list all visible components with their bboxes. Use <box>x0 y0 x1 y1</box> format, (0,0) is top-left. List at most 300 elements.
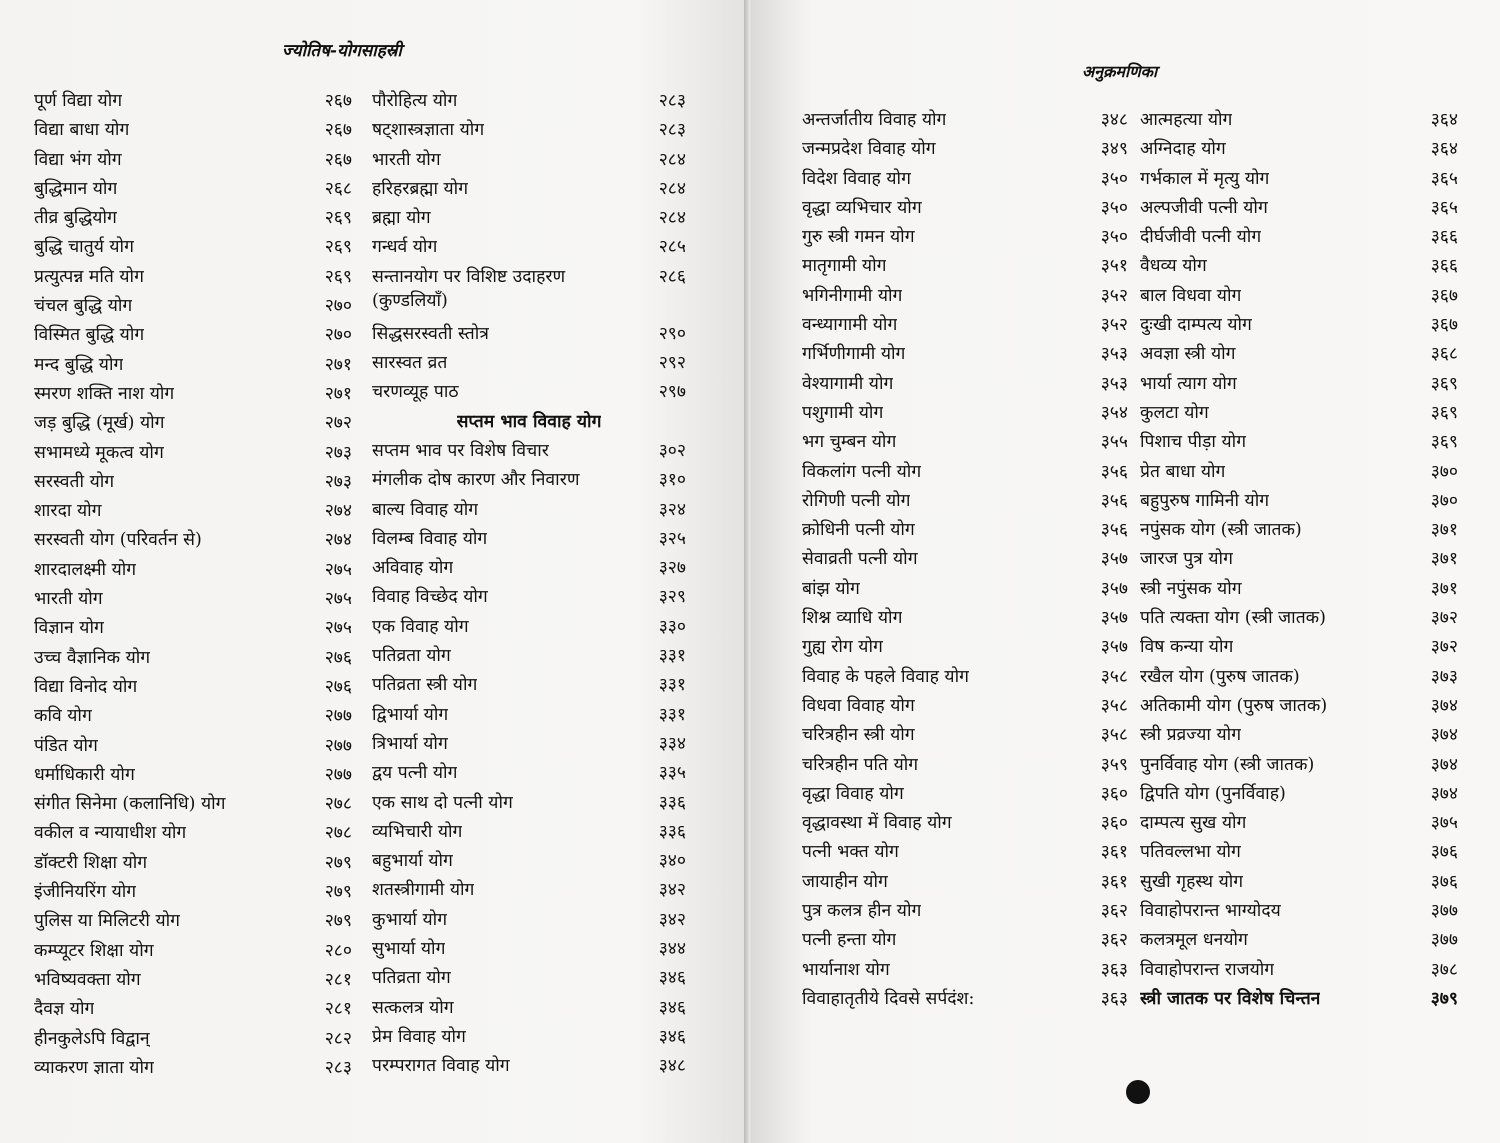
entry-title: इंजीनियरिंग योग <box>34 882 137 903</box>
entry-title: बाल विधवा योग <box>1140 285 1242 306</box>
toc-entry <box>34 1026 352 1055</box>
toc-entry <box>802 400 1128 429</box>
toc-entry <box>34 557 352 586</box>
page-number: ३६७ <box>1430 315 1458 336</box>
entry-title: पति त्यक्ता योग (स्त्री जातक) <box>1140 608 1326 629</box>
entry-title: चरित्रहीन पति योग <box>802 754 919 775</box>
toc-entry <box>372 790 686 819</box>
page-number: ३५७ <box>1100 637 1128 658</box>
page-number: ३४६ <box>658 968 686 989</box>
toc-entry <box>34 879 352 908</box>
toc-entry <box>372 205 686 234</box>
page-number: २७२ <box>324 413 352 434</box>
toc-column <box>1140 107 1458 1015</box>
toc-entry <box>34 117 352 146</box>
page-header: अनुक्रमणिका <box>1082 62 1158 81</box>
page-number: २७६ <box>324 647 352 668</box>
entry-title: कुलटा योग <box>1140 402 1209 423</box>
toc-entry <box>372 497 686 526</box>
toc-entry <box>802 722 1128 751</box>
entry-title: सप्तम भाव पर विशेष विचार <box>372 440 549 461</box>
page-number: ३५४ <box>1100 402 1128 423</box>
page-number: २७९ <box>324 911 352 932</box>
entry-title: सेवाव्रती पत्नी योग <box>802 549 918 570</box>
toc-entry <box>1140 400 1458 429</box>
page-number: ३६६ <box>1430 227 1458 248</box>
entry-title: पुत्र कलत्र हीन योग <box>802 901 922 922</box>
entry-title: अन्तर्जातीय विवाह योग <box>802 110 947 130</box>
entry-title: विवाहोपरान्त राजयोग <box>1140 959 1275 980</box>
page-number: ३६७ <box>1430 285 1458 306</box>
toc-entry <box>34 586 352 615</box>
entry-title: चरणव्यूह पाठ <box>372 382 459 403</box>
entry-title: वेश्यागामी योग <box>802 373 894 394</box>
page-number: ३५८ <box>1100 725 1128 746</box>
page-number: ३७२ <box>1430 608 1458 629</box>
page-number: २७५ <box>324 618 352 639</box>
toc-entry <box>34 820 352 849</box>
toc-entry <box>1140 283 1458 312</box>
toc-column <box>372 88 686 1083</box>
page-number: २७० <box>324 296 352 317</box>
toc-entry <box>802 429 1128 458</box>
entry-title: गन्धर्व योग <box>372 237 438 258</box>
toc-entry <box>34 967 352 996</box>
toc-entry <box>34 176 352 205</box>
entry-title: सुभार्या योग <box>372 939 446 960</box>
page-number: २८२ <box>324 1028 352 1049</box>
entry-title: वृद्धा व्यभिचार योग <box>802 197 922 218</box>
toc-entry <box>1140 810 1458 839</box>
page-number: २७९ <box>324 852 352 873</box>
entry-title: वैधव्य योग <box>1140 256 1207 277</box>
page-number: ३४८ <box>658 1056 686 1077</box>
entry-title: सत्कलत्र योग <box>372 997 454 1018</box>
toc-entry <box>372 819 686 848</box>
entry-title: पतिवल्लभा योग <box>1140 842 1241 863</box>
entry-title: डॉक्टरी शिक्षा योग <box>34 852 148 873</box>
page-number: २८१ <box>324 999 352 1020</box>
page-number: ३७६ <box>1430 871 1458 892</box>
page-number: ३७४ <box>1430 783 1458 804</box>
entry-title: सिद्धसरस्वती स्तोत्र <box>372 323 489 344</box>
toc-entry <box>1140 898 1458 927</box>
toc-entry <box>34 234 352 263</box>
entry-title: चंचल बुद्धि योग <box>34 296 133 317</box>
toc-entry <box>1140 546 1458 575</box>
toc-entry <box>802 371 1128 400</box>
entry-title: बहुपुरुष गामिनी योग <box>1140 490 1270 511</box>
page-number: ३४२ <box>658 909 686 930</box>
entry-title: विलम्ब विवाह योग <box>372 528 488 549</box>
entry-title: षट्शास्त्रज्ञाता योग <box>372 120 485 141</box>
toc-column <box>802 107 1128 1015</box>
toc-entry <box>372 234 686 263</box>
toc-entry <box>372 555 686 584</box>
entry-title: क्रोधिनी पत्नी योग <box>802 520 915 541</box>
page-number: ३७६ <box>1430 842 1458 863</box>
toc-entry <box>372 1024 686 1053</box>
page-number: ३४६ <box>658 997 686 1018</box>
toc-entry <box>802 576 1128 605</box>
entry-title: पुलिस या मिलिटरी योग <box>34 911 180 932</box>
page-number: ३६९ <box>1430 402 1458 423</box>
toc-entry <box>1140 371 1458 400</box>
entry-title: अल्पजीवी पत्नी योग <box>1140 197 1268 218</box>
entry-title: पतिव्रता योग <box>372 646 451 667</box>
entry-title: दाम्पत्य सुख योग <box>1140 813 1247 834</box>
toc-entry <box>802 693 1128 722</box>
page-number: ३७३ <box>1430 666 1458 687</box>
entry-title: दुःखी दाम्पत्य योग <box>1140 315 1252 336</box>
toc-entry <box>34 88 352 117</box>
page-number: २७४ <box>324 501 352 522</box>
toc-entry <box>802 752 1128 781</box>
toc-entry <box>372 614 686 643</box>
toc-entry <box>802 283 1128 312</box>
entry-title: विवाहातृतीये दिवसे सर्पदंश: <box>802 988 975 1009</box>
entry-title: स्त्री प्रव्रज्या योग <box>1140 725 1242 746</box>
toc-entry <box>1140 517 1458 546</box>
entry-title: विवाहोपरान्त भाग्योदय <box>1140 901 1281 922</box>
entry-title: भारती योग <box>34 589 103 610</box>
entry-title: तीव्र बुद्धियोग <box>34 208 117 229</box>
entry-title: व्याकरण ज्ञाता योग <box>34 1057 154 1078</box>
entry-title: विद्या बाधा योग <box>34 120 130 141</box>
toc-entry <box>1140 253 1458 282</box>
ink-dot <box>1126 1080 1150 1104</box>
toc-entry <box>1140 107 1458 136</box>
toc-entry <box>802 898 1128 927</box>
page-number: ३७७ <box>1430 930 1458 951</box>
toc-entry <box>34 674 352 703</box>
entry-title: पतिव्रता योग <box>372 968 451 989</box>
page-number: ३७७ <box>1430 901 1458 922</box>
entry-title: भारती योग <box>372 149 441 170</box>
toc-entry <box>1140 781 1458 810</box>
entry-title: संगीत सिनेमा (कलानिधि) योग <box>34 794 226 815</box>
page-number: ३६८ <box>1430 344 1458 365</box>
toc-entry <box>802 546 1128 575</box>
page-number: ३७४ <box>1430 725 1458 746</box>
entry-title: सुखी गृहस्थ योग <box>1140 871 1244 892</box>
entry-title: व्यभिचारी योग <box>372 821 463 842</box>
toc-entry <box>802 605 1128 634</box>
toc-entry <box>34 645 352 674</box>
toc-entry <box>1140 839 1458 868</box>
page-number: ३५० <box>1100 227 1128 248</box>
toc-entry <box>34 996 352 1025</box>
page-number: ३३६ <box>658 821 686 842</box>
entry-title: विकलांग पत्नी योग <box>802 461 922 482</box>
toc-entry <box>372 702 686 731</box>
page-number: ३३१ <box>658 646 686 667</box>
page-number: ३६३ <box>1100 959 1128 980</box>
entry-title: शारदा योग <box>34 501 102 522</box>
page-number: ३५८ <box>1100 695 1128 716</box>
page-number: ३६२ <box>1100 901 1128 922</box>
page-number: २८४ <box>658 149 686 170</box>
entry-title: अविवाह योग <box>372 558 454 579</box>
toc-entry <box>1140 166 1458 195</box>
toc-entry <box>372 438 686 467</box>
page-number: २६९ <box>324 237 352 258</box>
toc-entry <box>372 88 686 117</box>
entry-title: एक विवाह योग <box>372 616 469 637</box>
toc-entry <box>802 869 1128 898</box>
entry-title: चरित्रहीन स्त्री योग <box>802 725 915 746</box>
toc-entry <box>372 117 686 146</box>
toc-entry <box>372 147 686 176</box>
toc-entry <box>1140 664 1458 693</box>
page-number: ३६९ <box>1430 432 1458 453</box>
toc-entry <box>1140 341 1458 370</box>
toc-entry <box>372 760 686 789</box>
toc-entry <box>34 440 352 469</box>
entry-title: पत्नी भक्त योग <box>802 842 899 863</box>
entry-title: सारस्वत व्रत <box>372 353 448 374</box>
entry-title: विदेश विवाह योग <box>802 168 911 189</box>
page-number: २८० <box>324 940 352 961</box>
toc-entry <box>1140 136 1458 165</box>
page-number: २७८ <box>324 794 352 815</box>
toc-entry <box>372 936 686 965</box>
entry-title: सन्तानयोग पर विशिष्ट उदाहरण (कुण्डलियाँ) <box>372 266 566 311</box>
right-page <box>752 0 1500 1143</box>
left-page <box>0 0 748 1143</box>
page-number: २७६ <box>324 676 352 697</box>
page-number: ३५८ <box>1100 666 1128 687</box>
page-number: ३१० <box>658 470 686 491</box>
entry-title: द्विभार्या योग <box>372 704 449 725</box>
entry-title: अग्निदाह योग <box>1140 139 1226 160</box>
entry-title: भविष्यवक्ता योग <box>34 969 141 990</box>
entry-title: अवज्ञा स्त्री योग <box>1140 344 1236 365</box>
page-number: ३६३ <box>1100 988 1128 1009</box>
page-number: २८३ <box>658 120 686 141</box>
page-number: २७१ <box>324 354 352 375</box>
toc-entry <box>1140 312 1458 341</box>
entry-title: हीनकुलेऽपि विद्वान् <box>34 1028 150 1049</box>
entry-title: वन्ध्यागामी योग <box>802 315 898 336</box>
toc-entry <box>34 762 352 791</box>
entry-title: प्रेत बाधा योग <box>1140 461 1226 482</box>
toc-entry <box>1140 693 1458 722</box>
page-number: ३७४ <box>1430 754 1458 775</box>
page-number: ३४६ <box>658 1026 686 1047</box>
page-number: २९२ <box>658 353 686 374</box>
page-number: २७३ <box>324 471 352 492</box>
toc-entry <box>802 957 1128 986</box>
toc-entry <box>372 526 686 555</box>
page-number: ३२४ <box>658 499 686 520</box>
entry-title: विद्या भंग योग <box>34 149 122 170</box>
entry-title: पशुगामी योग <box>802 402 884 423</box>
toc-entry <box>802 664 1128 693</box>
entry-title: बुद्धि चातुर्य योग <box>34 237 134 258</box>
page-number: ३६५ <box>1430 197 1458 218</box>
toc-entry <box>1140 429 1458 458</box>
page-number: ३६० <box>1100 783 1128 804</box>
toc-entry <box>802 253 1128 282</box>
entry-title: जड़ बुद्धि (मूर्ख) योग <box>34 413 165 434</box>
entry-title: मातृगामी योग <box>802 256 887 277</box>
entry-title: कलत्रमूल धनयोग <box>1140 930 1248 951</box>
entry-title: पिशाच पीड़ा योग <box>1140 432 1247 453</box>
page-number: ३७१ <box>1430 520 1458 541</box>
entry-title: सरस्वती योग (परिवर्तन से) <box>34 530 202 551</box>
entry-title: वकील व न्यायाधीश योग <box>34 823 187 844</box>
entry-title: प्रेम विवाह योग <box>372 1026 466 1047</box>
page-number: ३६० <box>1100 813 1128 834</box>
toc-entry <box>372 176 686 205</box>
toc-entry <box>1140 605 1458 634</box>
entry-title: विवाह विच्छेद योग <box>372 587 488 608</box>
page-number: ३७८ <box>1430 959 1458 980</box>
toc-entry <box>1140 927 1458 956</box>
page-number: ३३० <box>658 616 686 637</box>
page-number: ३६४ <box>1430 139 1458 160</box>
entry-title: भगिनीगामी योग <box>802 285 903 306</box>
page-number: ३४४ <box>658 939 686 960</box>
entry-title: त्रिभार्या योग <box>372 733 448 754</box>
page-number: ३३१ <box>658 704 686 725</box>
page-number: ३७२ <box>1430 637 1458 658</box>
entry-title: विज्ञान योग <box>34 618 104 639</box>
page-number: ३३५ <box>658 763 686 784</box>
toc-entry <box>34 791 352 820</box>
entry-title: आत्महत्या योग <box>1140 110 1233 130</box>
page-number: २८५ <box>658 237 686 258</box>
entry-title: द्वय पत्नी योग <box>372 763 458 784</box>
entry-title: बाल्य विवाह योग <box>372 499 479 520</box>
entry-title: गुह्य रोग योग <box>802 637 883 658</box>
toc-column <box>34 88 352 1084</box>
toc-entry <box>802 810 1128 839</box>
entry-title: पौरोहित्य योग <box>372 91 458 111</box>
page-number: ३५६ <box>1100 490 1128 511</box>
page-number: ३२७ <box>658 558 686 579</box>
entry-title: विवाह के पहले विवाह योग <box>802 666 969 687</box>
page-number: ३६१ <box>1100 871 1128 892</box>
entry-title: बांझ योग <box>802 578 860 599</box>
entry-title: स्मरण शक्ति नाश योग <box>34 383 175 404</box>
page-number: २९० <box>658 323 686 344</box>
page-number: ३६४ <box>1430 110 1458 130</box>
entry-title: स्त्री जातक पर विशेष चिन्तन <box>1140 988 1321 1009</box>
entry-title: जन्मप्रदेश विवाह योग <box>802 139 936 160</box>
page-number: ३५७ <box>1100 578 1128 599</box>
page-number: ३७१ <box>1430 549 1458 570</box>
page-number: ३०२ <box>658 440 686 461</box>
page-number: ३७५ <box>1430 813 1458 834</box>
toc-entry <box>372 731 686 760</box>
page-number: २८१ <box>324 969 352 990</box>
entry-title: एक साथ दो पत्नी योग <box>372 792 513 813</box>
page-number: २७७ <box>324 764 352 785</box>
toc-entry <box>372 848 686 877</box>
page-number: २७७ <box>324 735 352 756</box>
page-number: ३५६ <box>1100 520 1128 541</box>
toc-entry <box>802 459 1128 488</box>
page-number: ३५५ <box>1100 432 1128 453</box>
page-number: ३७४ <box>1430 695 1458 716</box>
entry-title: कुभार्या योग <box>372 909 448 930</box>
page-number: २६७ <box>324 149 352 170</box>
page-number: २७७ <box>324 706 352 727</box>
toc-entry <box>802 634 1128 663</box>
entry-title: स्त्री नपुंसक योग <box>1140 578 1242 599</box>
toc-entry <box>34 615 352 644</box>
toc-entry <box>372 965 686 994</box>
entry-title: प्रत्युत्पन्न मति योग <box>34 266 144 287</box>
toc-entry <box>1140 488 1458 517</box>
toc-entry <box>1140 752 1458 781</box>
entry-title: पत्नी हन्ता योग <box>802 930 897 951</box>
page-number: ३४९ <box>1100 139 1128 160</box>
toc-entry <box>1140 459 1458 488</box>
entry-title: वृद्धा विवाह योग <box>802 783 904 804</box>
entry-title: दैवज्ञ योग <box>34 999 95 1020</box>
page-number: २६९ <box>324 208 352 229</box>
page-number: ३२५ <box>658 528 686 549</box>
entry-title: पंडित योग <box>34 735 98 756</box>
toc-entry <box>372 321 686 350</box>
entry-title: कवि योग <box>34 706 92 727</box>
toc-entry <box>1140 722 1458 751</box>
entry-title: मन्द बुद्धि योग <box>34 354 124 375</box>
toc-entry <box>802 927 1128 956</box>
toc-entry <box>34 352 352 381</box>
page-number: ३५० <box>1100 197 1128 218</box>
page-number: २७१ <box>324 383 352 404</box>
entry-title: हरिहरब्रह्मा योग <box>372 178 469 199</box>
page-number: ३५३ <box>1100 373 1128 394</box>
page-number: ३७० <box>1430 490 1458 511</box>
toc-entry <box>802 312 1128 341</box>
page-number: ३५७ <box>1100 549 1128 570</box>
page-number: २८६ <box>658 266 686 287</box>
toc-entry <box>34 703 352 732</box>
toc-entry <box>372 1053 686 1082</box>
toc-entry <box>34 147 352 176</box>
page-number: २७५ <box>324 589 352 610</box>
entry-title: शतस्त्रीगामी योग <box>372 880 475 901</box>
entry-title: पूर्ण विद्या योग <box>34 91 123 111</box>
page-number: २६८ <box>324 178 352 199</box>
toc-entry <box>372 877 686 906</box>
page-number: २६९ <box>324 266 352 287</box>
toc-entry <box>1140 986 1458 1015</box>
page-number: ३६९ <box>1430 373 1458 394</box>
entry-title: विद्या विनोद योग <box>34 676 138 697</box>
toc-entry <box>802 488 1128 517</box>
page-number: ३७१ <box>1430 578 1458 599</box>
entry-title: जायाहीन योग <box>802 871 888 892</box>
page-number: ३७९ <box>1430 988 1458 1009</box>
page-number: २७३ <box>324 442 352 463</box>
toc-entry <box>1140 869 1458 898</box>
toc-entry <box>34 322 352 351</box>
entry-title: विष कन्या योग <box>1140 637 1234 658</box>
page-number: ३६५ <box>1430 168 1458 189</box>
entry-title: बहुभार्या योग <box>372 851 453 872</box>
entry-title: पुनर्विवाह योग (स्त्री जातक) <box>1140 754 1315 775</box>
page-number: ३६६ <box>1430 256 1458 277</box>
toc-entry <box>1140 634 1458 663</box>
page-number: २७९ <box>324 882 352 903</box>
page-number: २८४ <box>658 208 686 229</box>
